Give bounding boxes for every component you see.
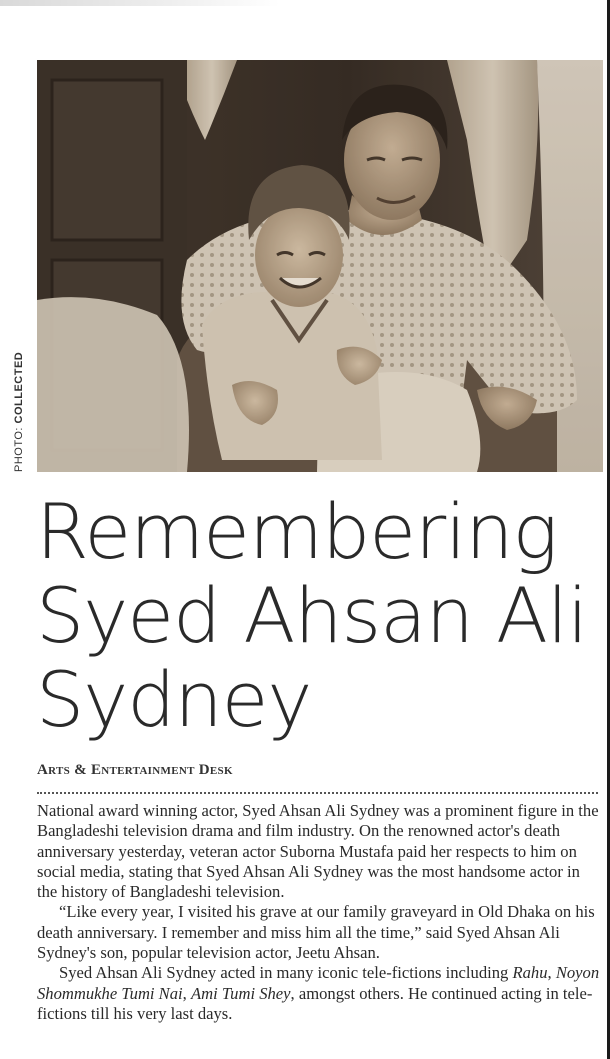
separator-1: , [547,963,556,983]
article-paragraph-1: National award winning actor, Syed Ahsan Ali Sydney was a prominent figure in the Bangladeshi television drama and film industry. On the renowned actor's death anniversary yesterday, veteran actor Suborna Mustafa paid her respects to him on social media, stating that Syed Ahsan Ali Sydney was the most handsome actor in the history of Bangladeshi television. [37,801,599,902]
photo-illustration [37,60,603,472]
article-paragraph-2: “Like every year, I visited his grave at our family graveyard in Old Dhaka on his death anniversary. I remember and miss him all the time,” said Syed Ahsan Ali Sydney's son, popular television actor, Jeetu Ahsan. [37,902,595,963]
paragraph-3-start: Syed Ahsan Ali Sydney acted in many iconic tele-fictions including [59,963,513,983]
title-ami-tumi-shey: Ami Tumi Shey [190,983,291,1003]
title-noyon-shommukhe: Noyon Shommukhe Tumi Nai [37,963,600,1003]
paragraph-3-end: , amongst others. He continued acting in tele-fictions till his very last days. [37,983,593,1023]
headline-line-1: Remembering [36,487,558,576]
article-paragraph-3 [37,963,603,1024]
photo-credit [13,352,25,472]
photo-credit-name: COLLECTED [13,351,25,424]
headline-line-2: Syed Ahsan Ali [36,571,588,660]
article-body [37,801,603,1024]
title-rahu: Rahu [512,963,548,983]
article-headline [36,487,596,744]
article-byline: Arts & Entertainment Desk [37,762,233,778]
page-edge-shadow [0,0,280,6]
article-photo [37,60,603,472]
dotted-divider [37,792,598,794]
photo-credit-label: PHOTO: [13,423,25,472]
separator-2: , [182,983,191,1003]
headline-line-3: Sydney [36,655,312,744]
